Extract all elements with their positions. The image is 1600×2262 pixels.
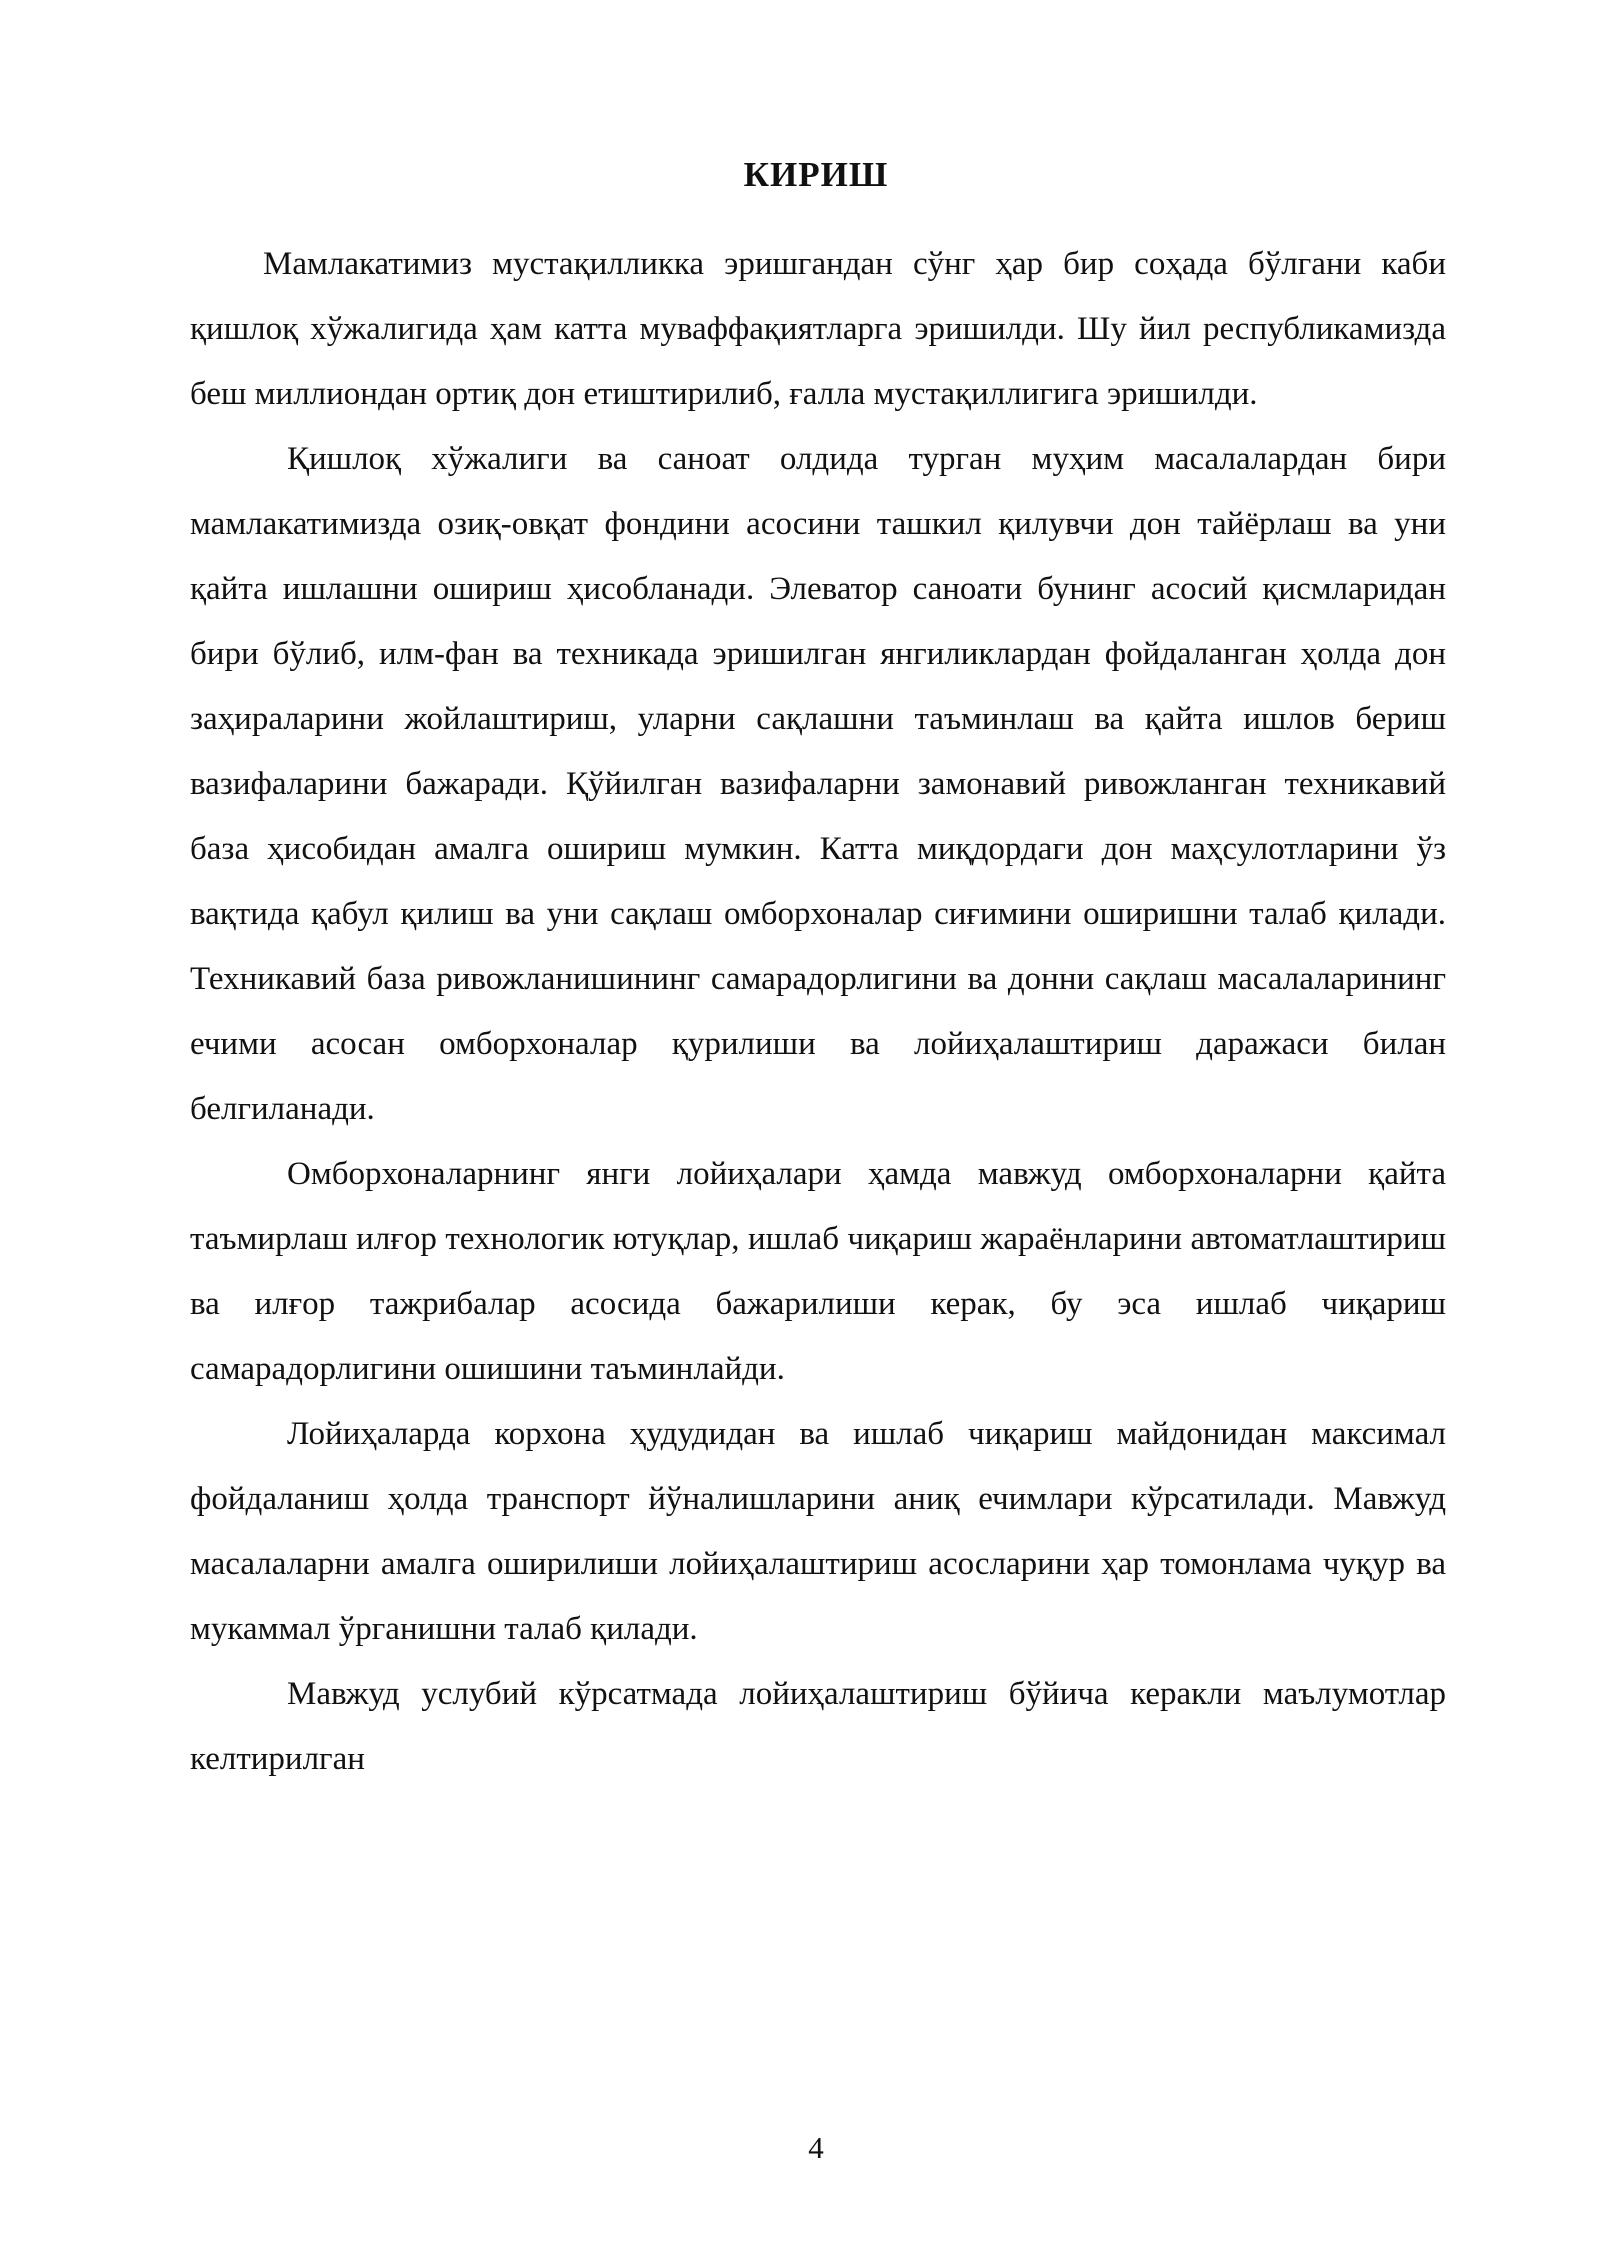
paragraph-2: Қишлоқ хўжалиги ва саноат олдида турган муҳим масалалардан бири мамлакатимизда озиқ-овқат фондини асосини ташкил қилувчи дон тайёрлаш ва уни қайта ишлашни ошириш ҳисобланади. Элеватор саноати бунинг асосий қисмларидан бири бўлиб, илм-фан ва техникада эришилган янгиликлардан фойдаланган ҳолда дон заҳираларини жойлаштириш, уларни сақлашни таъминлаш ва қайта ишлов бериш вазифаларини бажаради. Қўйилган вазифаларни замонавий ривожланган техникавий база ҳисобидан амалга ошириш мумкин. Катта миқдордаги дон маҳсулотларини ўз вақтида қабул қилиш ва уни сақлаш омборхоналар сиғимини оширишни талаб қилади. Техникавий база ривожланишининг самарадорлигини ва донни сақлаш масалаларининг ечими асосан омборхоналар қурилиши ва лойиҳалаштириш даражаси билан белгиланади. xyxy=(190,441,1446,1127)
paragraph-1: Мамлакатимиз мустақилликка эришгандан сўнг ҳар бир соҳада бўлгани каби қишлоқ хўжалигида ҳам катта муваффақиятларга эришилди. Шу йил республикамизда беш миллиондан ортиқ дон етиштирилиб, ғалла мустақиллигига эришилди. xyxy=(190,246,1446,412)
paragraph-3: Омборхоналарнинг янги лойиҳалари ҳамда мавжуд омборхоналарни қайта таъмирлаш илғор технологик ютуқлар, ишлаб чиқариш жараёнларини автоматлаштириш ва илғор тажрибалар асосида бажарилиши керак, бу эса ишлаб чиқариш самарадорлигини ошишини таъминлайди. xyxy=(190,1156,1446,1387)
section-title: КИРИШ xyxy=(743,155,889,194)
paragraph-5: Мавжуд услубий кўрсатмада лойиҳалаштириш бўйича керакли маълумотлар келтирилган xyxy=(190,1676,1446,1777)
page-number: 4 xyxy=(808,2130,824,2165)
body-text xyxy=(190,232,1446,1792)
paragraph-4: Лойиҳаларда корхона ҳудудидан ва ишлаб чиқариш майдонидан максимал фойдаланиш ҳолда транспорт йўналишларини аниқ ечимлари кўрсатилади. Мавжуд масалаларни амалга оширилиши лойиҳалаштириш асосларини ҳар томонлама чуқур ва мукаммал ўрганишни талаб қилади. xyxy=(190,1416,1446,1647)
